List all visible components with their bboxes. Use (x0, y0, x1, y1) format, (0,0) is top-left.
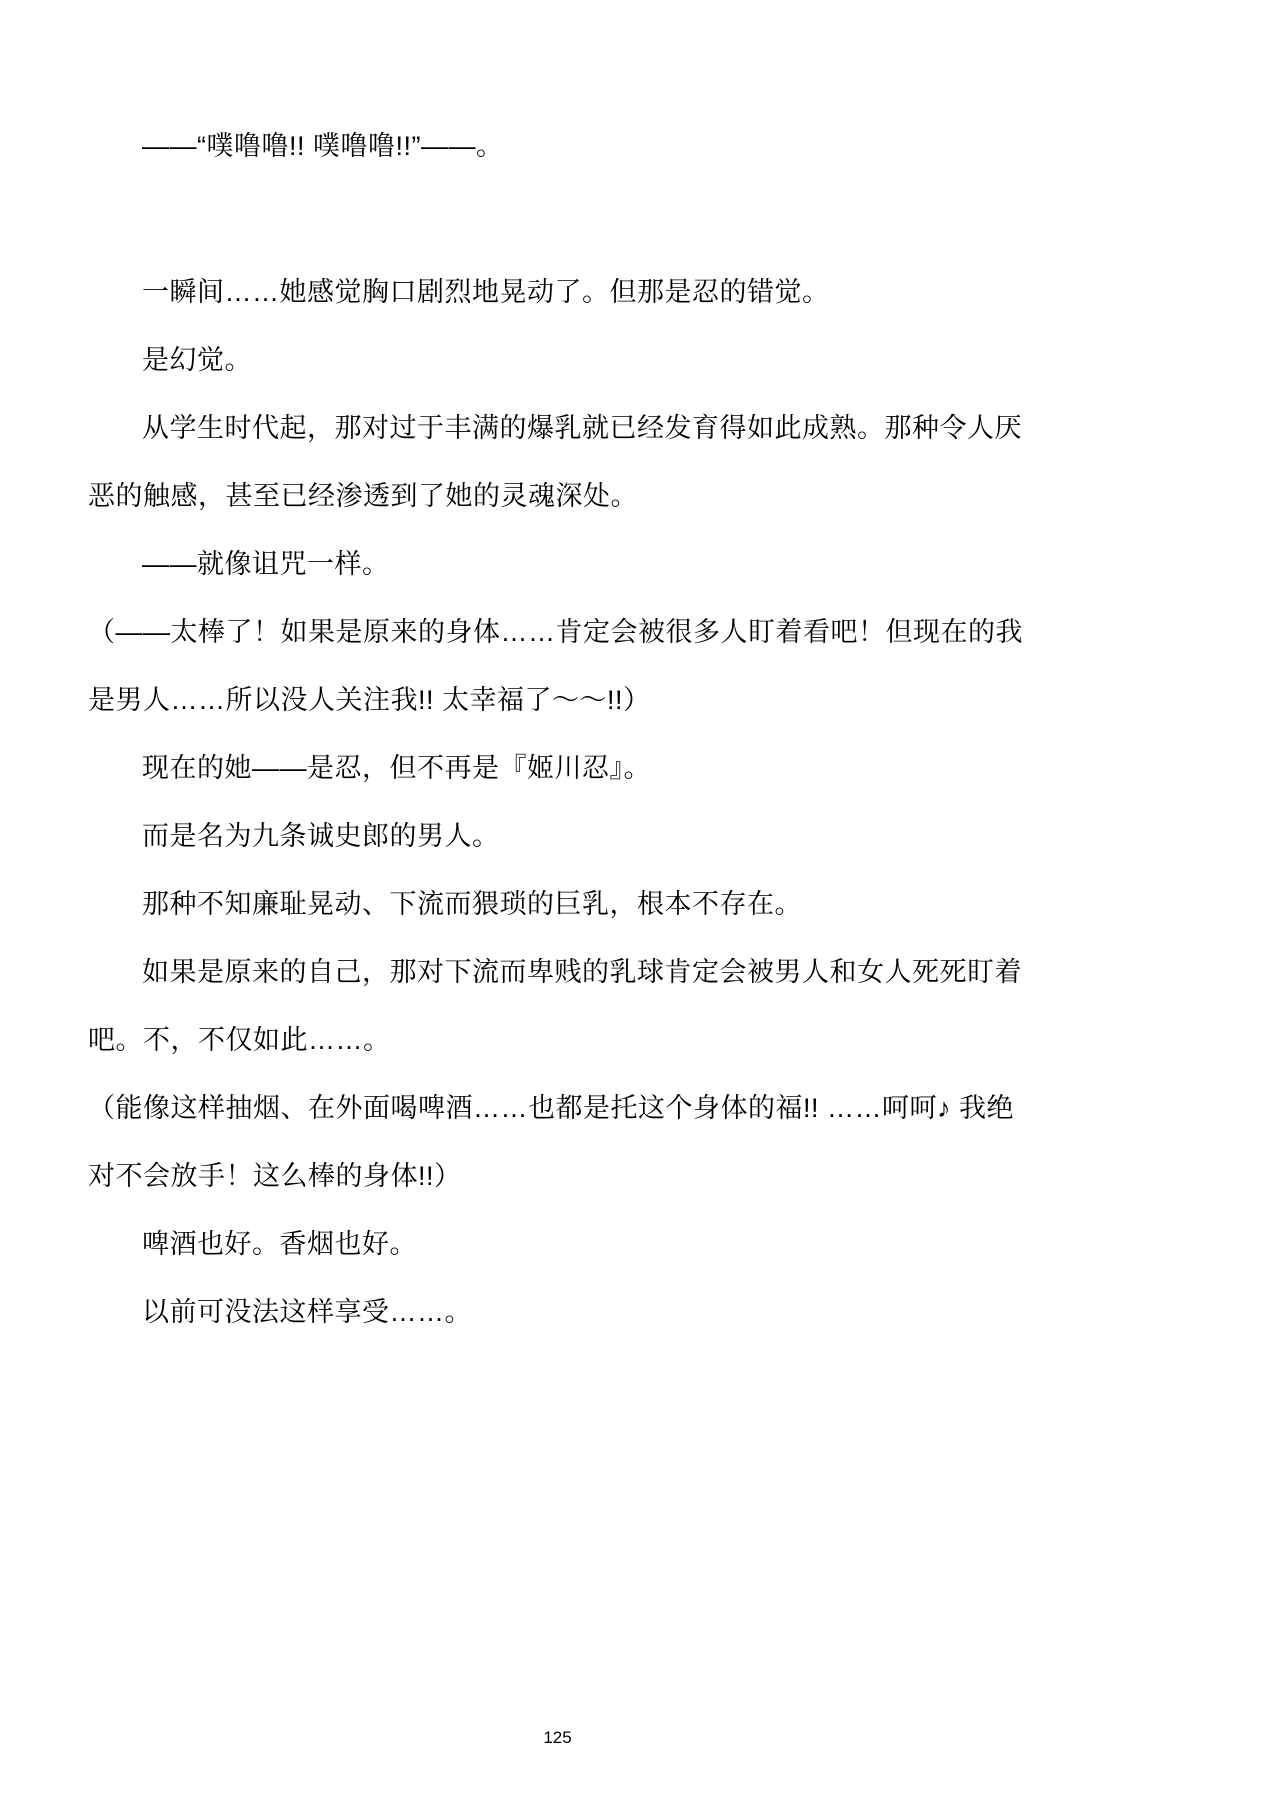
text-line: 以前可没法这样享受……。 (142, 1297, 472, 1327)
text-line: 一瞬间……她感觉胸口剧烈地晃动了。但那是忍的错觉。 (142, 277, 830, 307)
text-line: 是男人……所以没人关注我!! 太幸福了～～!!） (88, 685, 651, 715)
page-number: 125 (543, 1728, 572, 1747)
text-line: 而是名为九条诚史郎的男人。 (142, 821, 500, 851)
text-line: 吧。不，不仅如此……。 (88, 1025, 391, 1055)
text-line: 那种不知廉耻晃动、下流而猥琐的巨乳，根本不存在。 (142, 889, 802, 919)
text-line: 对不会放手！这么棒的身体!!） (88, 1161, 462, 1191)
text-line: 是幻觉。 (142, 345, 252, 375)
text-line: 啤酒也好。香烟也好。 (142, 1229, 417, 1259)
text-line: 恶的触感，甚至已经渗透到了她的灵魂深处。 (88, 481, 638, 511)
text-line: （——太棒了！如果是原来的身体……肯定会被很多人盯着看吧！但现在的我 (88, 617, 1023, 647)
text-line: 如果是原来的自己，那对下流而卑贱的乳球肯定会被男人和女人死死盯着 (142, 957, 1022, 987)
text-line: （能像这样抽烟、在外面喝啤酒……也都是托这个身体的福!! ……呵呵♪ 我绝 (88, 1093, 1015, 1123)
text-lines (88, 112, 1188, 1346)
text-line: ——就像诅咒一样。 (142, 549, 390, 579)
text-line: ——“噗噜噜!! 噗噜噜!!”——。 (142, 131, 504, 161)
text-line: 现在的她——是忍，但不再是『姬川忍』。 (142, 753, 651, 783)
text-line: 从学生时代起，那对过于丰满的爆乳就已经发育得如此成熟。那种令人厌 (142, 413, 1022, 443)
